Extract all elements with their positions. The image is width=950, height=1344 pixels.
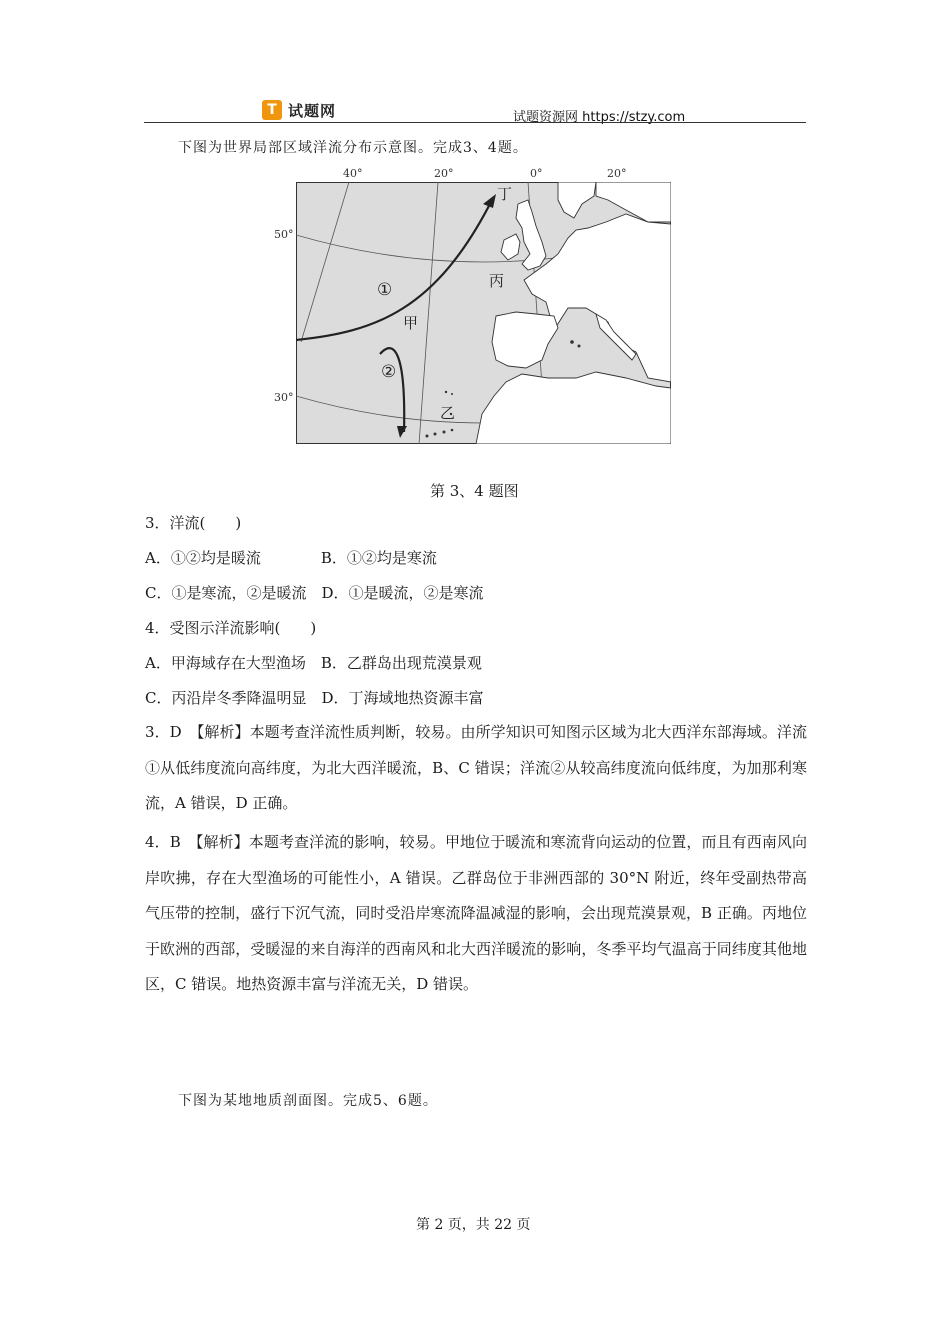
lat-label-50: 50° xyxy=(274,228,294,241)
africa-landmass xyxy=(476,372,671,444)
balearic-island xyxy=(570,340,574,344)
answer-4-explanation: 4．B 【解析】本题考查洋流的影响，较易。甲地位于暖流和寒流背向运动的位置，而且有西南风向岸吹拂，存在大型渔场的可能性小，A 错误。乙群岛位于非洲西部的 30°N 附近，终年受副热带高气压带的控制，盛行下沉气流，同时受沿岸寒流降温减湿的影响，会出现荒漠景观，B 正确。丙地位于欧洲的西部，受暖湿的来自海洋的西南风和北大西洋暖流的影响，冬季平均气温高于同纬度其他地区，C 错误。地热资源丰富与洋流无关，D 错误。 xyxy=(145,833,807,993)
question-3-stem: 3．洋流( ) xyxy=(145,514,242,532)
place-label-yi: 乙 xyxy=(440,404,456,422)
intro-3-4: 下图为世界局部区域洋流分布示意图。完成3、4题。 xyxy=(178,140,528,156)
intro-5-6: 下图为某地地质剖面图。完成5、6题。 xyxy=(178,1093,438,1109)
current-2-label: ② xyxy=(381,362,397,382)
azores-island xyxy=(451,393,453,395)
question-3-options-cd: C．①是寒流，②是暖流 D．①是暖流，②是寒流 xyxy=(145,584,484,602)
azores-island xyxy=(445,391,447,393)
page-number: 第 2 页，共 22 页 xyxy=(416,1217,531,1233)
lat-label-30: 30° xyxy=(274,391,294,404)
figure-caption: 第 3、4 题图 xyxy=(430,482,519,500)
canary-island xyxy=(451,429,454,432)
place-label-jia: 甲 xyxy=(403,314,419,332)
canary-island xyxy=(426,435,429,438)
answer-3-explanation: 3．D 【解析】本题考查洋流性质判断，较易。由所学知识可知图示区域为北大西洋东部海域。洋流①从低纬度流向高纬度，为北大西洋暖流，B、C 错误；洋流②从较高纬度流向低纬度，为加那利寒流，A 错误，D 正确。 xyxy=(145,723,807,812)
lon-label-20w: 20° xyxy=(434,167,454,180)
question-4-stem: 4．受图示洋流影响( ) xyxy=(145,619,317,637)
question-4-options-ab: A．甲海域存在大型渔场 B．乙群岛出现荒漠景观 xyxy=(145,654,482,672)
lon-label-20e: 20° xyxy=(607,167,627,180)
current-1-label: ① xyxy=(377,280,393,300)
question-3-options-ab: A．①②均是暖流 B．①②均是寒流 xyxy=(145,549,437,567)
question-4-options-cd: C．丙沿岸冬季降温明显 D．丁海域地热资源丰富 xyxy=(145,689,484,707)
place-label-ding: 丁 xyxy=(497,185,513,203)
ocean-current-map xyxy=(296,182,671,444)
balearic-island xyxy=(578,345,581,348)
lon-label-0: 0° xyxy=(530,167,543,180)
logo-text: 试题网 xyxy=(288,102,337,120)
place-label-bing: 丙 xyxy=(489,272,505,290)
canary-island xyxy=(443,431,446,434)
logo-icon: T xyxy=(262,100,282,120)
lon-label-40w: 40° xyxy=(343,167,363,180)
site-name: 试题资源网 https://stzy.com xyxy=(513,110,686,125)
header-divider xyxy=(144,122,806,123)
canary-island xyxy=(434,433,437,436)
